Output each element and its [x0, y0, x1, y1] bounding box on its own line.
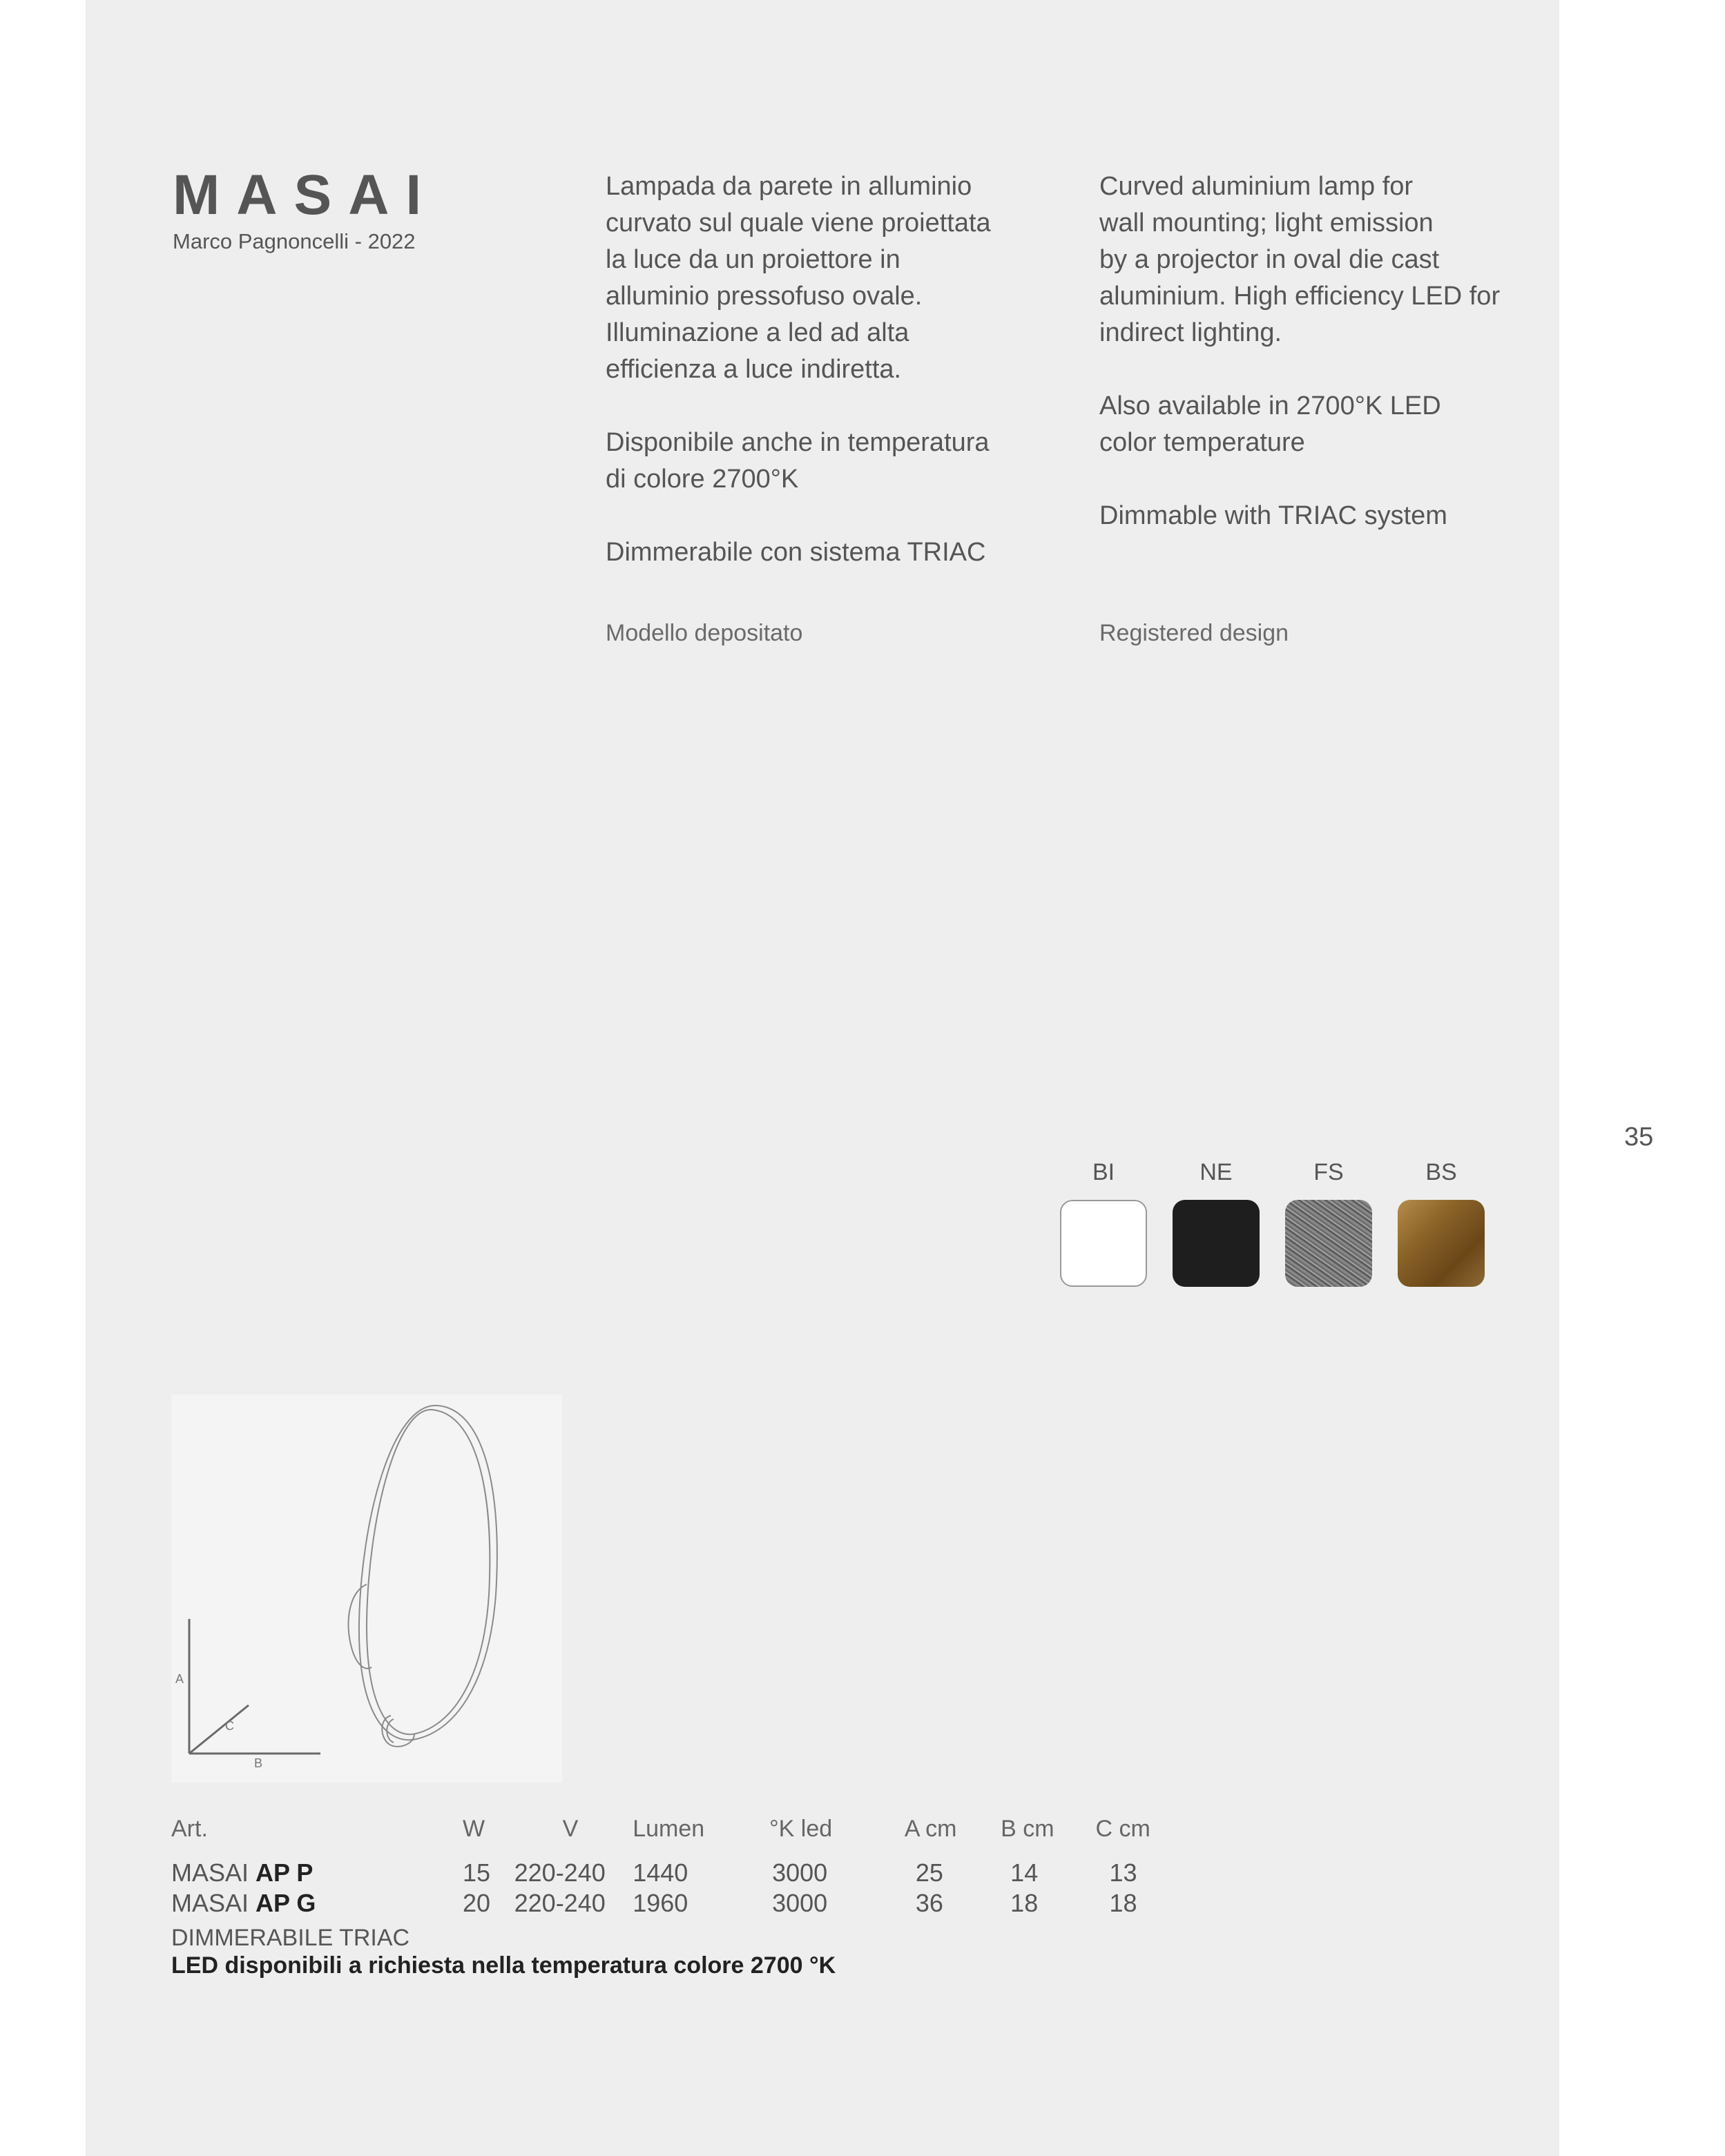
table-row [171, 1858, 1207, 1889]
finish-option-bs [1398, 1154, 1485, 1287]
cell-art [171, 1858, 463, 1889]
description-it-paragraph: Disponibile anche in temperatura di colore 2700°K [606, 428, 990, 494]
header-art: Art. [171, 1816, 208, 1842]
cell-watt: 20 [462, 1889, 490, 1917]
header-kelvin: °K led [769, 1816, 833, 1842]
art-model: AP P [256, 1858, 314, 1887]
header-volt: V [562, 1816, 579, 1842]
description-en-paragraph: Also available in 2700°K LED color temperature [1099, 391, 1441, 457]
finish-code: BI [1092, 1159, 1115, 1185]
axis-c-line [189, 1705, 249, 1754]
description-it-paragraph: Dimmerabile con sistema TRIAC [606, 538, 986, 567]
art-prefix: MASAI [171, 1858, 249, 1887]
header-watt: W [462, 1816, 485, 1842]
header-b-cm: B cm [1001, 1816, 1054, 1842]
technical-drawing [171, 1395, 562, 1783]
specifications-table [171, 1816, 1207, 1919]
cell-b: 18 [1010, 1889, 1039, 1917]
cell-volt: 220-240 [514, 1858, 606, 1887]
finish-swatch-black [1173, 1200, 1260, 1287]
cell-watt: 15 [462, 1858, 490, 1887]
finish-code: FS [1313, 1159, 1344, 1185]
cell-lumen: 1440 [633, 1858, 688, 1887]
page-number: 35 [1624, 1123, 1654, 1152]
cell-c: 18 [1109, 1889, 1137, 1917]
cell-a: 25 [915, 1858, 943, 1887]
lamp-line-drawing [171, 1395, 562, 1783]
table-header-row [171, 1816, 1207, 1852]
finish-option-bi [1060, 1154, 1147, 1287]
axis-c-label: C [225, 1719, 234, 1733]
header-lumen: Lumen [633, 1816, 705, 1842]
cell-kelvin: 3000 [772, 1858, 828, 1887]
lamp-outline [349, 1406, 497, 1747]
cell-lumen: 1960 [633, 1889, 688, 1917]
finish-code: NE [1199, 1159, 1233, 1185]
finish-swatch-silver-texture [1285, 1200, 1372, 1287]
dimension-axes [189, 1619, 320, 1754]
cell-kelvin: 3000 [772, 1889, 828, 1917]
registered-design-italian: Modello depositato [606, 620, 803, 646]
description-en-paragraph: Dimmable with TRIAC system [1099, 501, 1447, 530]
led-availability-note: LED disponibili a richiesta nella temperatura colore 2700 °K [171, 1952, 836, 1979]
registered-design-english: Registered design [1099, 620, 1289, 646]
art-prefix: MASAI [171, 1889, 249, 1917]
finish-code: BS [1425, 1159, 1457, 1185]
product-title: MASAI [173, 164, 439, 226]
header-c-cm: C cm [1095, 1816, 1150, 1842]
finish-swatch-bronze [1398, 1200, 1485, 1287]
description-italian [606, 168, 1034, 608]
art-model: AP G [256, 1889, 316, 1917]
finish-option-fs [1285, 1154, 1372, 1287]
finish-option-ne [1173, 1154, 1260, 1287]
header-a-cm: A cm [904, 1816, 957, 1842]
table-row [171, 1889, 1207, 1919]
cell-a: 36 [915, 1889, 943, 1917]
lamp-disc-inner [367, 1410, 490, 1734]
cell-c: 13 [1109, 1858, 1137, 1887]
cell-volt: 220-240 [514, 1889, 606, 1917]
cell-art [171, 1889, 463, 1919]
cell-b: 14 [1010, 1858, 1039, 1887]
dimmable-note: DIMMERABILE TRIAC [171, 1925, 410, 1951]
axis-a-label: A [175, 1672, 184, 1686]
description-english [1099, 168, 1534, 571]
description-it-paragraph: Lampada da parete in alluminio curvato sul quale viene proiettata la luce da un proiettore in alluminio pressofuso ovale. Illuminazione a led ad alta efficienza a luce indiretta. [606, 172, 991, 384]
finish-swatch-white [1060, 1200, 1147, 1287]
axis-b-label: B [254, 1756, 263, 1770]
description-en-paragraph: Curved aluminium lamp for wall mounting; light emission by a projector in oval die cast aluminium. High efficiency LED for indirect lighting. [1099, 172, 1501, 347]
designer-credit: Marco Pagnoncelli - 2022 [173, 229, 416, 253]
